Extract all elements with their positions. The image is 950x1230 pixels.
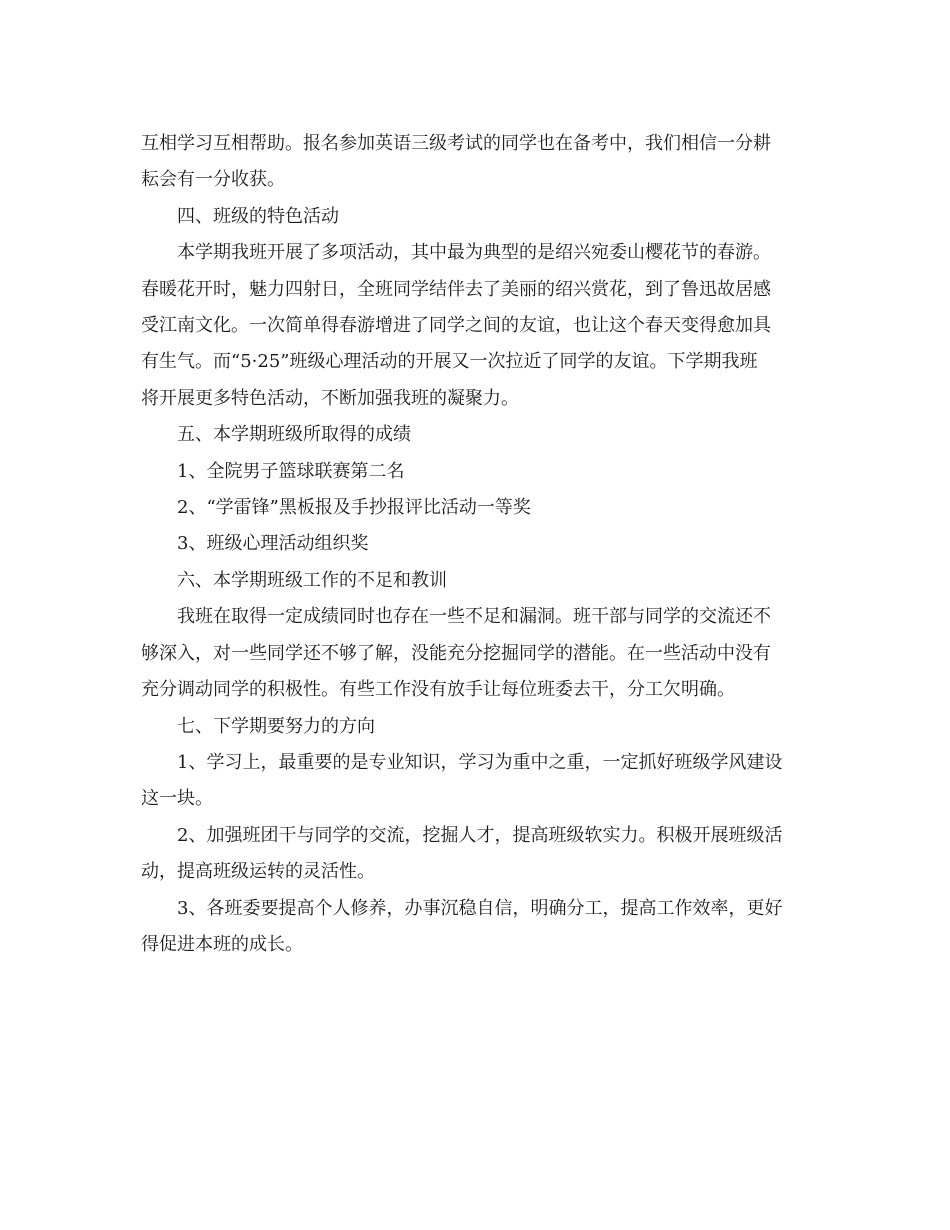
- text-line: 3、各班委要提高个人修养，办事沉稳自信，明确分工，提高工作效率，更好: [177, 897, 783, 919]
- text-line: 这一块。: [141, 788, 213, 810]
- text-line: 耘会有一分收获。: [141, 169, 285, 191]
- text-line: 1、全院男子篮球联赛第二名: [177, 460, 405, 482]
- text-line: 本学期我班开展了多项活动，其中最为典型的是绍兴宛委山樱花节的春游。: [177, 242, 771, 264]
- text-line: 将开展更多特色活动，不断加强我班的凝聚力。: [141, 387, 519, 409]
- document-paragraph: [141, 526, 811, 562]
- text-line: 七、下学期要努力的方向: [177, 715, 375, 737]
- document-paragraph: [141, 199, 811, 235]
- text-line: 受江南文化。一次简单得春游增进了同学之间的友谊，也让这个春天变得愈加具: [141, 315, 771, 337]
- document-paragraph: [141, 126, 811, 199]
- text-line: 充分调动同学的积极性。有些工作没有放手让每位班委去干，分工欠明确。: [141, 679, 735, 701]
- document-paragraph: [141, 563, 811, 599]
- document-body: [141, 126, 811, 963]
- text-line: 1、学习上，最重要的是专业知识，学习为重中之重，一定抓好班级学风建设: [177, 751, 783, 773]
- text-line: 四、班级的特色活动: [177, 205, 339, 227]
- document-paragraph: [141, 891, 811, 964]
- document-paragraph: [141, 818, 811, 891]
- document-paragraph: [141, 599, 811, 708]
- text-line: 3、班级心理活动组织奖: [177, 533, 369, 555]
- text-line: 五、本学期班级所取得的成绩: [177, 424, 411, 446]
- text-line: 2、加强班团干与同学的交流，挖掘人才，提高班级软实力。积极开展班级活: [177, 824, 783, 846]
- text-line: 2、“学雷锋”黑板报及手抄报评比活动一等奖: [177, 497, 531, 519]
- text-line: 春暖花开时，魅力四射日，全班同学结伴去了美丽的绍兴赏花，到了鲁迅故居感: [141, 278, 771, 300]
- text-line: 得促进本班的成长。: [141, 933, 303, 955]
- document-paragraph: [141, 417, 811, 453]
- text-line: 六、本学期班级工作的不足和教训: [177, 569, 447, 591]
- document-paragraph: [141, 454, 811, 490]
- document-paragraph: [141, 235, 811, 417]
- text-line: 有生气。而“5·25”班级心理活动的开展又一次拉近了同学的友谊。下学期我班: [141, 351, 758, 373]
- document-paragraph: [141, 745, 811, 818]
- text-line: 动，提高班级运转的灵活性。: [141, 861, 375, 883]
- document-paragraph: [141, 490, 811, 526]
- text-line: 够深入，对一些同学还不够了解，没能充分挖掘同学的潜能。在一些活动中没有: [141, 642, 771, 664]
- document-paragraph: [141, 709, 811, 745]
- text-line: 互相学习互相帮助。报名参加英语三级考试的同学也在备考中，我们相信一分耕: [141, 133, 771, 154]
- text-line: 我班在取得一定成绩同时也存在一些不足和漏洞。班干部与同学的交流还不: [177, 606, 771, 628]
